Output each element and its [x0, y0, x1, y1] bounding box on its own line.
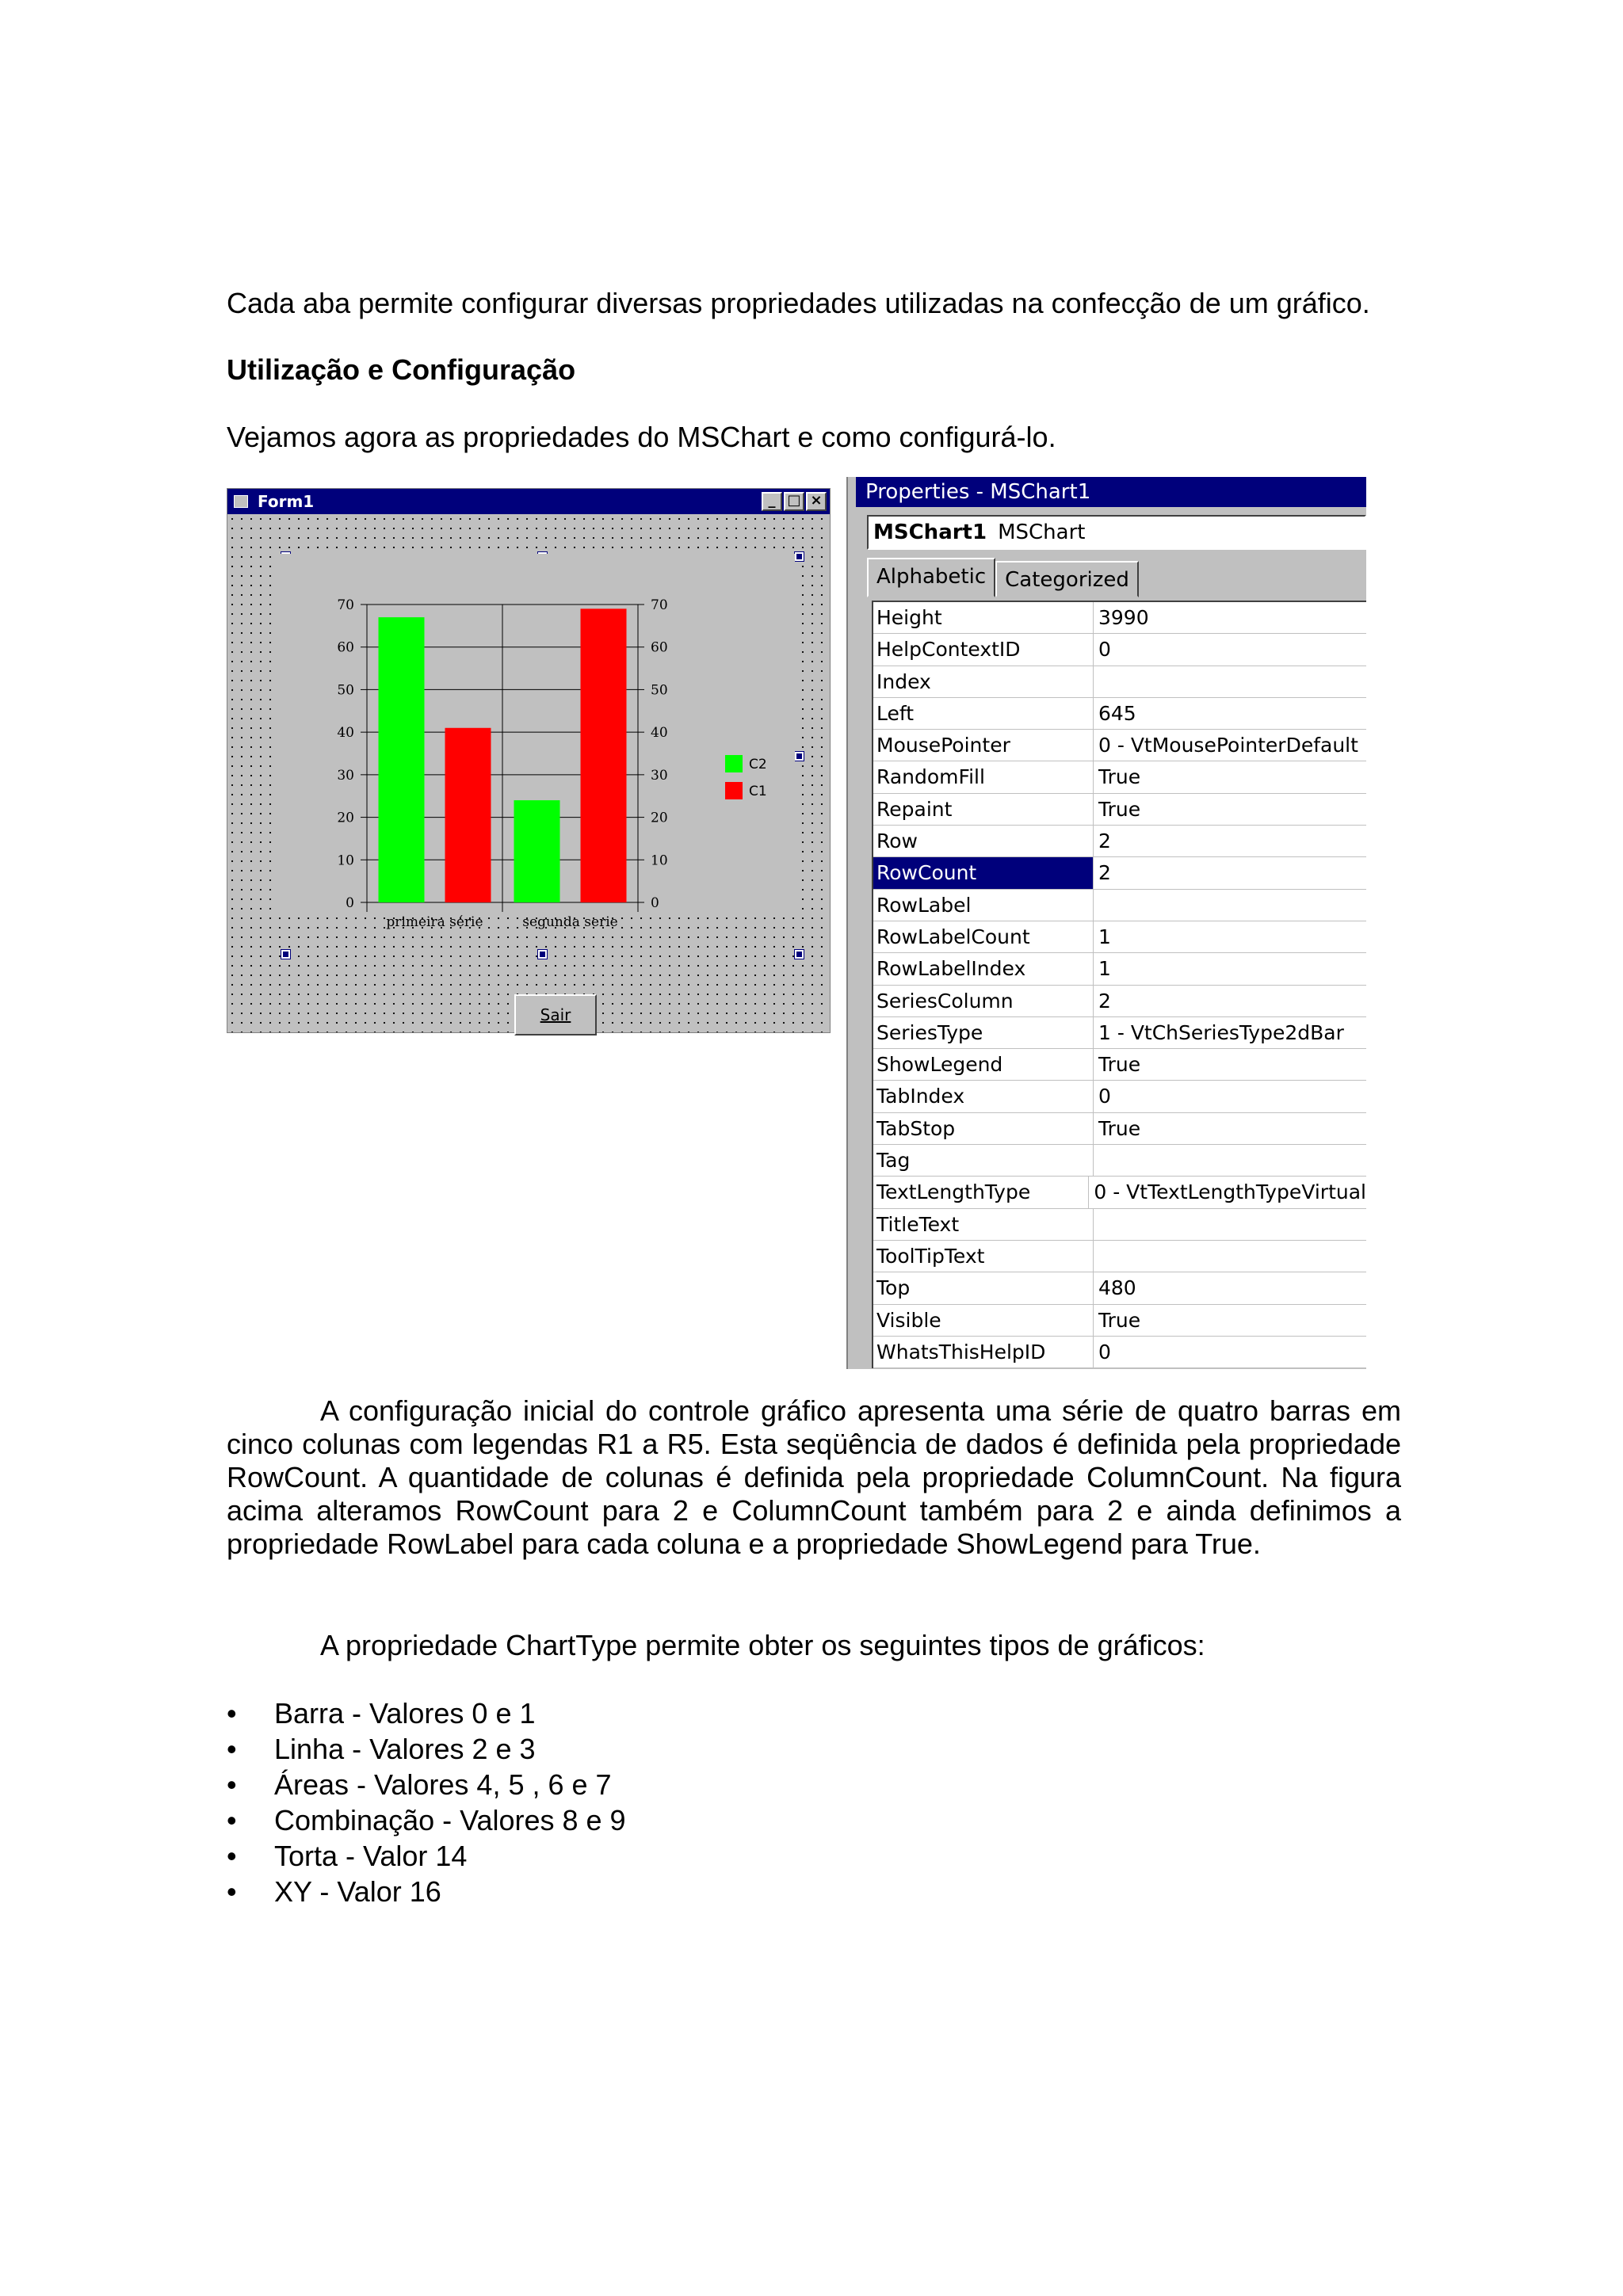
property-value[interactable]: True [1098, 1116, 1141, 1140]
y-tick-label-left: 60 [337, 639, 354, 656]
property-row[interactable] [873, 1209, 1366, 1241]
property-row[interactable] [873, 602, 1366, 634]
property-value[interactable]: True [1098, 1308, 1141, 1332]
property-name: RowLabelCount [873, 921, 1094, 952]
property-row[interactable] [873, 921, 1366, 953]
minimize-button[interactable]: _ [762, 492, 782, 511]
category-label: segunda serie [522, 914, 618, 930]
section-heading: Utilização e Configuração [227, 353, 576, 386]
property-row[interactable] [873, 1177, 1366, 1208]
property-row[interactable] [873, 953, 1366, 985]
lead-text: Vejamos agora as propriedades do MSChart e como configurá-lo. [227, 421, 1056, 453]
property-name: SeriesColumn [873, 986, 1094, 1016]
y-tick-label-right: 20 [651, 810, 668, 826]
property-name: TitleText [873, 1209, 1094, 1240]
resize-handle-icon[interactable] [281, 950, 290, 959]
form1-window [227, 488, 831, 1033]
property-value[interactable] [1094, 1145, 1366, 1176]
y-tick-label-right: 30 [651, 767, 668, 784]
property-name: MousePointer [873, 730, 1094, 761]
property-name: TextLengthType [873, 1177, 1089, 1207]
property-row[interactable] [873, 1145, 1366, 1177]
property-value[interactable]: 0 - VtMousePointerDefault [1098, 734, 1358, 757]
y-tick-label-right: 60 [651, 639, 668, 656]
properties-tabs [867, 558, 1139, 597]
property-value[interactable]: 2 [1098, 861, 1111, 885]
bar-c1 [445, 728, 491, 902]
property-value[interactable]: 645 [1098, 701, 1136, 725]
intro-text: Cada aba permite configurar diversas propriedades utilizadas na confecção de um gráfico. [227, 287, 1370, 319]
property-name: SeriesType [873, 1017, 1094, 1048]
property-row[interactable] [873, 1305, 1366, 1337]
form1-canvas [227, 514, 830, 1032]
y-tick-label-left: 10 [337, 852, 354, 869]
object-selector[interactable] [867, 515, 1366, 550]
y-tick-label-right: 40 [651, 725, 668, 742]
properties-window [846, 477, 1366, 1369]
y-tick-label-right: 70 [651, 597, 668, 613]
property-name: Height [873, 602, 1094, 633]
property-row[interactable] [873, 1272, 1366, 1304]
y-tick-label-left: 40 [337, 725, 354, 742]
legend-label: C1 [749, 784, 767, 799]
property-name: TabStop [873, 1113, 1094, 1144]
property-row[interactable] [873, 761, 1366, 793]
property-value[interactable]: 0 [1098, 638, 1111, 662]
property-row[interactable] [873, 1337, 1366, 1368]
paragraph-rowcount: A configuração inicial do controle gráfico apresenta uma série de quatro barras em cinco colunas com legendas R1 a R5. Esta seqüência de dados é definida pela propriedade RowCount. A quantidade de colunas é definida pela propriedade ColumnCount. Na figura acima alteramos RowCount para 2 e ColumnCount também para 2 e ainda definimos a propriedade RowLabel para cada coluna e a propriedade ShowLegend para True. [227, 1394, 1401, 1560]
form1-titlebar[interactable] [227, 489, 830, 514]
property-name: ShowLegend [873, 1049, 1094, 1080]
tab-alphabetic[interactable]: Alphabetic [867, 558, 995, 597]
property-value[interactable]: 0 [1098, 1340, 1111, 1363]
property-row[interactable] [873, 890, 1366, 921]
y-tick-label-left: 50 [337, 682, 354, 699]
category-label: primeira série [386, 914, 483, 930]
property-name: HelpContextID [873, 634, 1094, 665]
property-value[interactable] [1094, 1241, 1366, 1272]
legend-label: C2 [749, 757, 767, 772]
property-row[interactable] [873, 826, 1366, 857]
list-item: • Torta - Valor 14 [227, 1838, 626, 1874]
bar-c2 [514, 800, 560, 902]
legend-swatch [725, 782, 743, 799]
list-item: • XY - Valor 16 [227, 1874, 626, 1909]
property-row[interactable] [873, 1049, 1366, 1081]
y-tick-label-left: 20 [337, 810, 354, 826]
y-tick-label-left: 70 [337, 597, 354, 613]
bar-c1 [581, 608, 627, 902]
property-row[interactable] [873, 1241, 1366, 1272]
property-name: Top [873, 1272, 1094, 1303]
y-tick-label-right: 10 [651, 852, 668, 869]
property-name: TabIndex [873, 1081, 1094, 1112]
property-value[interactable]: 3990 [1098, 606, 1149, 629]
property-value[interactable] [1094, 890, 1366, 921]
property-row[interactable] [873, 634, 1366, 666]
object-name: MSChart1 [873, 521, 987, 544]
property-name: RandomFill [873, 761, 1094, 792]
tab-categorized[interactable]: Categorized [995, 561, 1139, 597]
property-name: ToolTipText [873, 1241, 1094, 1272]
property-name: WhatsThisHelpID [873, 1337, 1094, 1367]
maximize-button[interactable]: □ [784, 492, 804, 511]
list-item: • Linha - Valores 2 e 3 [227, 1731, 626, 1767]
resize-handle-icon[interactable] [538, 950, 547, 959]
property-value[interactable]: 1 - VtChSeriesType2dBar [1098, 1020, 1344, 1044]
property-row[interactable] [873, 857, 1366, 889]
resize-handle-icon[interactable] [795, 552, 804, 561]
close-button[interactable]: × [806, 492, 827, 511]
form-app-icon [234, 495, 248, 508]
property-row[interactable] [873, 794, 1366, 826]
object-type: MSChart [998, 521, 1086, 544]
property-value[interactable] [1094, 666, 1366, 697]
property-value[interactable]: 2 [1098, 989, 1111, 1013]
property-value[interactable]: True [1098, 765, 1141, 789]
list-item: • Combinação - Valores 8 e 9 [227, 1802, 626, 1838]
bar-c2 [379, 617, 425, 902]
property-value[interactable] [1094, 1209, 1366, 1240]
property-row[interactable] [873, 1081, 1366, 1112]
resize-handle-icon[interactable] [795, 950, 804, 959]
property-value[interactable]: 1 [1098, 925, 1111, 948]
property-name: Left [873, 698, 1094, 729]
y-tick-label-left: 0 [346, 895, 354, 911]
property-row[interactable] [873, 1017, 1366, 1049]
property-row[interactable] [873, 730, 1366, 761]
chart-type-list [227, 1695, 626, 1909]
property-name: RowCount [873, 857, 1094, 888]
property-row[interactable] [873, 986, 1366, 1017]
property-row[interactable] [873, 698, 1366, 730]
property-grid [872, 601, 1366, 1368]
y-tick-label-right: 0 [651, 895, 659, 911]
property-row[interactable] [873, 1113, 1366, 1145]
property-value[interactable]: 0 [1098, 1085, 1111, 1108]
legend-swatch [725, 755, 743, 772]
property-name: RowLabel [873, 890, 1094, 921]
property-name: Visible [873, 1305, 1094, 1336]
property-value[interactable]: 1 [1098, 957, 1111, 981]
properties-title: Properties - MSChart1 [856, 477, 1366, 507]
property-name: Row [873, 826, 1094, 856]
paragraph-charttype: A propriedade ChartType permite obter os seguintes tipos de gráficos: [320, 1629, 1205, 1661]
property-name: RowLabelIndex [873, 953, 1094, 984]
property-row[interactable] [873, 666, 1366, 698]
y-tick-label-left: 30 [337, 767, 354, 784]
property-value[interactable]: True [1098, 797, 1141, 821]
property-value[interactable]: 0 - VtTextLengthTypeVirtual [1094, 1180, 1366, 1204]
property-name: Tag [873, 1145, 1094, 1176]
y-tick-label-right: 50 [651, 682, 668, 699]
property-value[interactable]: 2 [1098, 830, 1111, 853]
resize-handle-icon[interactable] [795, 752, 804, 761]
form1-title: Form1 [258, 492, 315, 511]
property-value[interactable]: 480 [1098, 1276, 1136, 1300]
property-value[interactable]: True [1098, 1053, 1141, 1077]
list-item: • Barra - Valores 0 e 1 [227, 1695, 626, 1731]
property-name: Index [873, 666, 1094, 697]
sair-button[interactable]: Sair [514, 994, 597, 1035]
mschart-control[interactable] [272, 554, 795, 930]
property-name: Repaint [873, 794, 1094, 825]
list-item: • Áreas - Valores 4, 5 , 6 e 7 [227, 1767, 626, 1802]
